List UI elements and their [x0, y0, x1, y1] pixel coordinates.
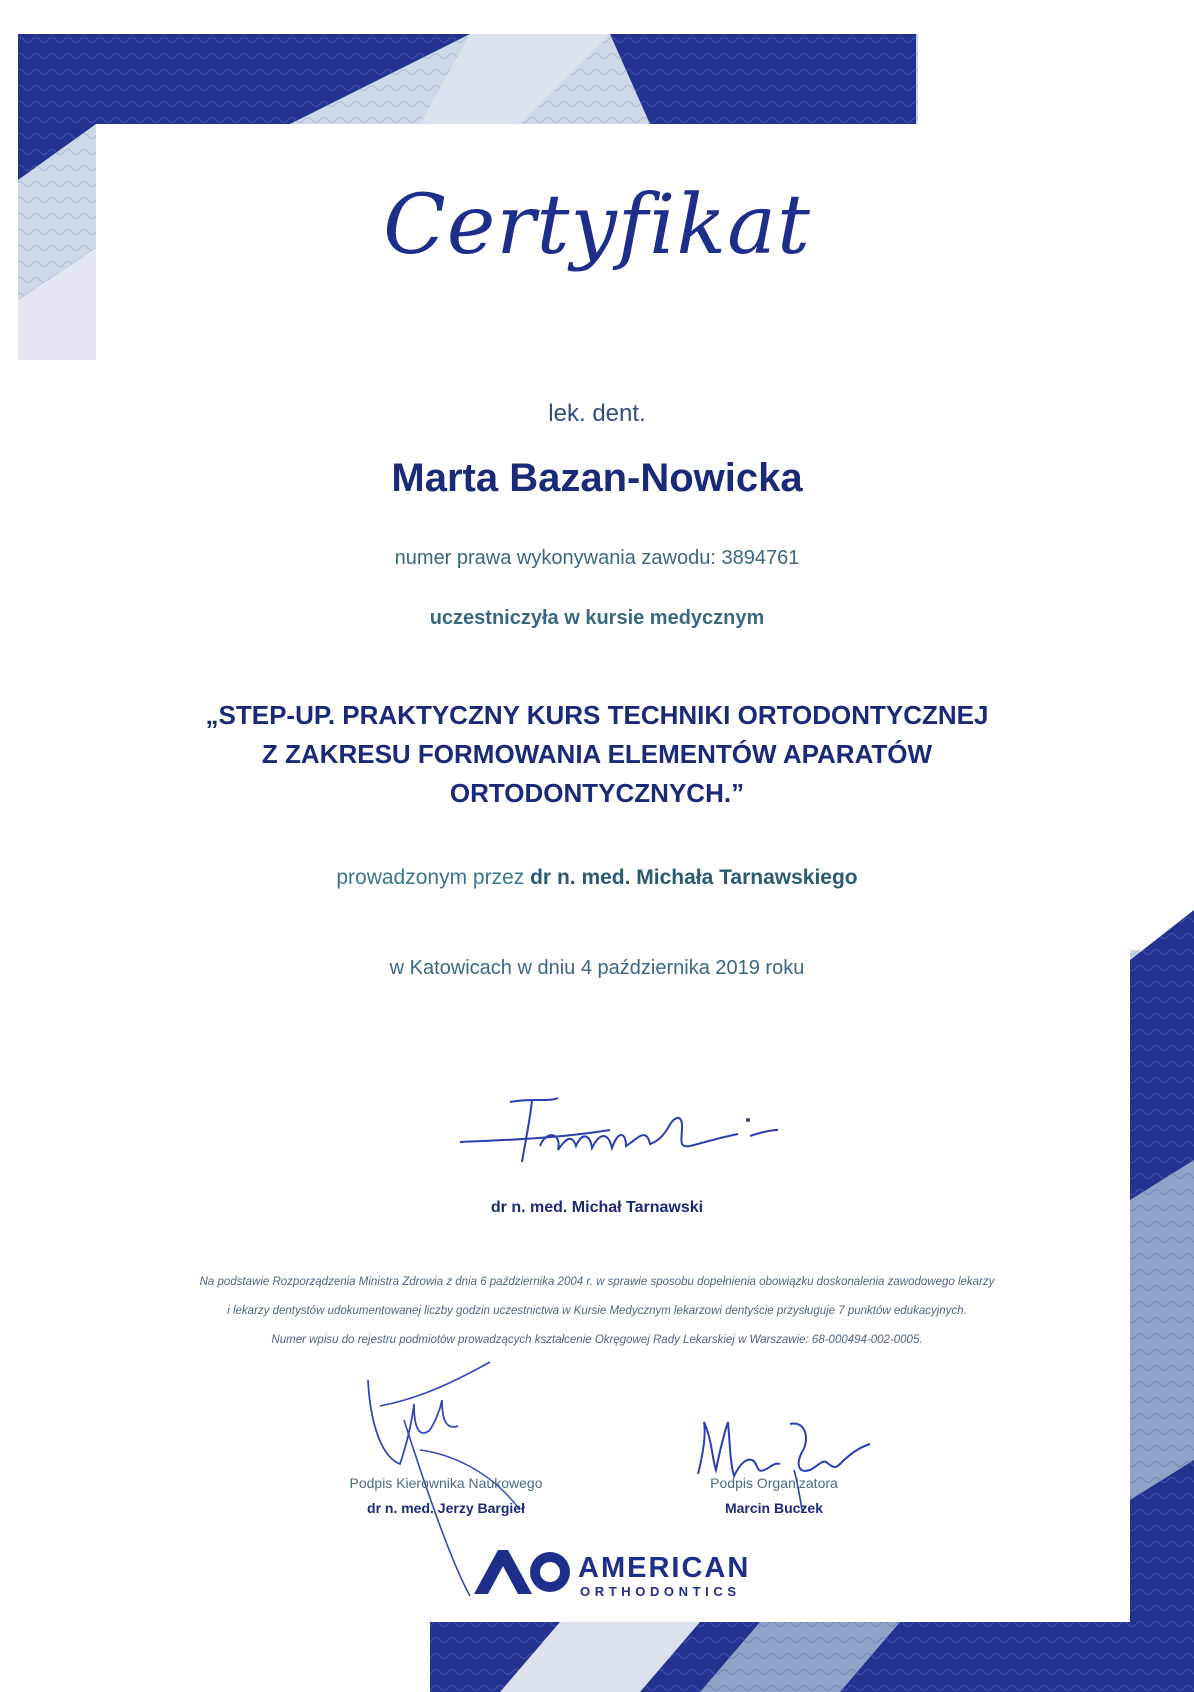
left-signature-label: Podpis Kierownika Naukowego: [349, 1475, 543, 1491]
legal-line: Na podstawie Rozporządzenia Ministra Zdrowia z dnia 6 października 2004 r. w sprawie sposobu dopełnienia obowiązku doskonalenia zawodowego lekarzy: [199, 1276, 995, 1288]
main-signature: [450, 1080, 830, 1180]
participation-statement: uczestniczyła w kursie medycznym: [429, 607, 765, 629]
led-by-name: dr n. med. Michała Tarnawskiego: [530, 866, 858, 889]
course-title-line: ORTODONTYCZNYCH.”: [449, 778, 745, 808]
recipient-name: Marta Bazan-Nowicka: [391, 456, 803, 500]
legal-notice: [0, 1268, 1194, 1355]
course-title: [0, 696, 1194, 813]
brand-name-line2: ORTHODONTICS: [580, 1584, 741, 1599]
left-signature-name: dr n. med. Jerzy Bargieł: [367, 1500, 525, 1516]
course-title-line: „STEP-UP. PRAKTYCZNY KURS TECHNIKI ORTODONTYCZNEJ: [205, 700, 989, 730]
place-date: w Katowicach w dniu 4 października 2019 roku: [389, 957, 805, 979]
course-title-line: Z ZAKRESU FORMOWANIA ELEMENTÓW APARATÓW: [261, 739, 933, 769]
right-signature-label: Podpis Organizatora: [710, 1475, 838, 1491]
legal-line: Numer wpisu do rejestru podmiotów prowadzących kształcenie Okręgowej Rady Lekarskiej w Warszawie: 68-000494-002-0005.: [271, 1334, 923, 1346]
license-number: numer prawa wykonywania zawodu: 3894761: [394, 547, 800, 569]
legal-line: i lekarzy dentystów udokumentowanej liczby godzin uczestnictwa w Kursie Medycznym lekarzowi dentyście przysługuje 7 punktów edukacyjnych.: [227, 1305, 967, 1317]
american-orthodontics-logo-icon: [472, 1548, 576, 1596]
brand-name-line1: AMERICAN: [578, 1552, 751, 1584]
certificate-title: Certyfikat: [383, 178, 811, 273]
led-by: [0, 866, 1194, 890]
recipient-prefix: lek. dent.: [548, 400, 646, 427]
main-signature-name: dr n. med. Michał Tarnawski: [490, 1199, 704, 1216]
led-by-prefix: prowadzonym przez: [336, 866, 525, 889]
right-signature-name: Marcin Buczek: [724, 1500, 824, 1516]
